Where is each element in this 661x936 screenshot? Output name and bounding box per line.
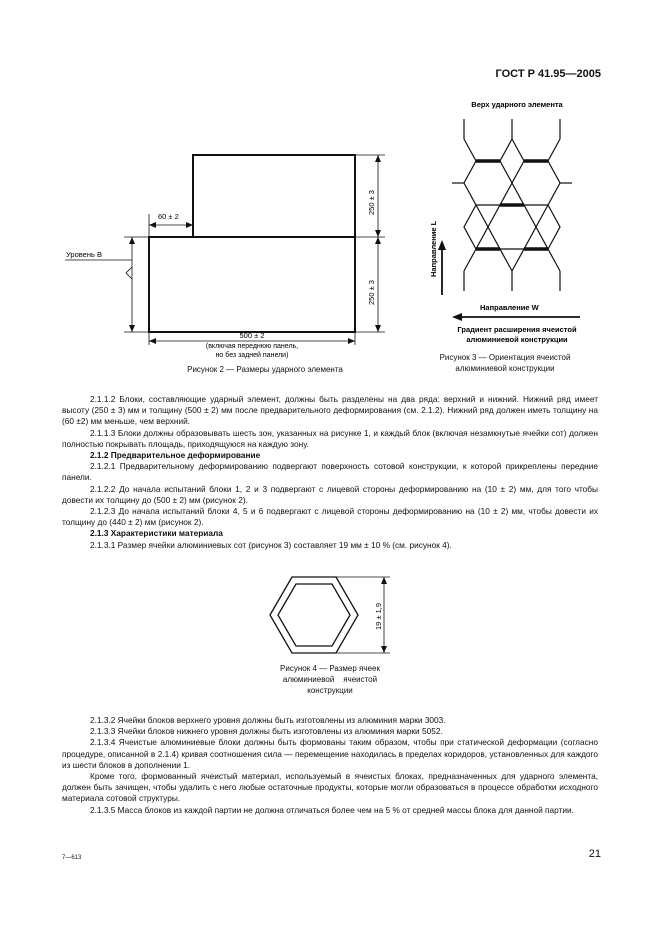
paragraph-2-1-3-2: 2.1.3.2 Ячейки блоков верхнего уровня должны быть изготовлены из алюминия марки 3003. — [90, 715, 446, 725]
body-text-section-1 — [62, 394, 598, 551]
direction-w-label: Направление W — [480, 303, 539, 312]
paragraph-2-1-2-2: 2.1.2.2 До начала испытаний блоки 1, 2 и 3 подвергают с лицевой стороны деформированию на (10 ± 2) мм, для того чтобы довести их толщину до (500 ± 2) мм (рисунок 2). — [62, 483, 598, 505]
heading-2-1-3: 2.1.3 Характеристики материала — [90, 528, 223, 539]
body-text-section-2 — [62, 715, 598, 816]
figure-4-caption-line2: алюминиевой ячеистой — [282, 675, 378, 684]
figure-4-caption-line3: конструкции — [307, 686, 353, 695]
print-order-code: 7—613 — [62, 855, 82, 861]
paragraph-2-1-1-3: 2.1.1.3 Блоки должны образовывать шесть зон, указанных на рисунке 1, и каждый блок (включая незамкнутые ячейки сот) должен полностью покрывать площадь, приходящуюся на каждую зону. — [62, 427, 598, 449]
direction-l-label: Направление L — [429, 220, 438, 277]
inner-hexagon — [278, 584, 350, 646]
dim-500-label: 500 ± 2 — [239, 331, 265, 340]
gradient-label-line2: алюминиевой конструкции — [466, 335, 568, 344]
heading-2-1-2: 2.1.2 Предварительное деформирование — [90, 450, 261, 461]
figure-3-honeycomb-orientation — [420, 95, 610, 345]
upper-block — [193, 155, 355, 237]
paragraph-2-1-2-1: 2.1.2.1 Предварительному деформированию подвергают поверхность сотовой конструкции, к которой прикреплены передние панели. — [62, 461, 598, 483]
impact-element-top-label: Верх ударного элемента — [471, 100, 563, 109]
dim-note-line1: (включая переднюю панель, — [205, 343, 299, 350]
paragraph-additional: Кроме того, формованный ячеистый материал, используемый в ячеистых блоках, предназначенных для ударного элемента, должен быть зачищен, чтобы удалить с него любые остаточные продукты, которые могли образоваться в процессе обработки исходного материала сотовой структуры. — [62, 771, 598, 804]
dim-19-label: 19 ± 1,9 — [374, 602, 383, 630]
page-header-title: ГОСТ Р 41.95—2005 — [495, 68, 601, 80]
figure-4-caption — [255, 663, 405, 696]
figure-3-caption — [415, 352, 595, 374]
figure-4-cell-size-drawing — [260, 568, 400, 660]
paragraph-2-1-1-2: 2.1.1.2 Блоки, составляющие ударный элемент, должны быть разделены на два ряда: верхний и нижний. Нижний ряд имеет высоту (250 ± 3) мм и толщину (500 ± 2) мм после предварительного деформирования (см. 2.1.2). Нижний ряд должен иметь толщину на (60 ±2) мм меньше, чем верхний. — [62, 394, 598, 427]
paragraph-2-1-2-3: 2.1.2.3 До начала испытаний блоки 4, 5 и 6 подвергают с лицевой стороны деформированию на (10 ± 2) мм, чтобы довести их толщину до (440 ± 2) мм (рисунок 2). — [62, 506, 598, 528]
dim-250-top-label: 250 ± 3 — [367, 190, 376, 215]
paragraph-2-1-3-5: 2.1.3.5 Масса блоков из каждой партии не должна отличаться более чем на 5 % от средней массы блока для данной партии. — [90, 804, 574, 815]
figure-3-caption-line1: Рисунок 3 — Ориентация ячеистой — [439, 353, 571, 362]
dim-250-bottom-label: 250 ± 3 — [367, 280, 376, 305]
paragraph-2-1-3-4: 2.1.3.4 Ячеистые алюминиевые блоки должны быть формованы таким образом, чтобы при статической деформации (согласно процедуре, описанной в 2.1.4) кривая соотношения сила — перемещение находилась в пределах коридоров, установленных для каждого из шести блоков в дополнении 1. — [62, 737, 598, 770]
figure-2-caption: Рисунок 2 — Размеры ударного элемента — [187, 365, 343, 374]
figure-2-impact-element-drawing — [60, 145, 400, 360]
figure-4-caption-line1: Рисунок 4 — Размер ячеек — [280, 664, 380, 673]
outer-hexagon — [270, 577, 358, 653]
lower-block — [149, 237, 355, 332]
figure-3-caption-line2: алюминиевой конструкции — [455, 364, 555, 373]
paragraph-2-1-3-1: 2.1.3.1 Размер ячейки алюминиевых сот (рисунок 3) составляет 19 мм ± 10 % (см. рисунок 4). — [90, 539, 452, 550]
dim-note-line2: но без задней панели) — [215, 352, 289, 359]
paragraph-2-1-3-3: 2.1.3.3 Ячейки блоков нижнего уровня должны быть изготовлены из алюминия марки 5052. — [90, 726, 443, 737]
level-b-label: Уровень B — [66, 250, 102, 259]
page-number: 21 — [588, 848, 601, 860]
dim-60-label: 60 ± 2 — [158, 212, 179, 221]
gradient-label-line1: Градиент расширения ячеистой — [457, 325, 577, 334]
